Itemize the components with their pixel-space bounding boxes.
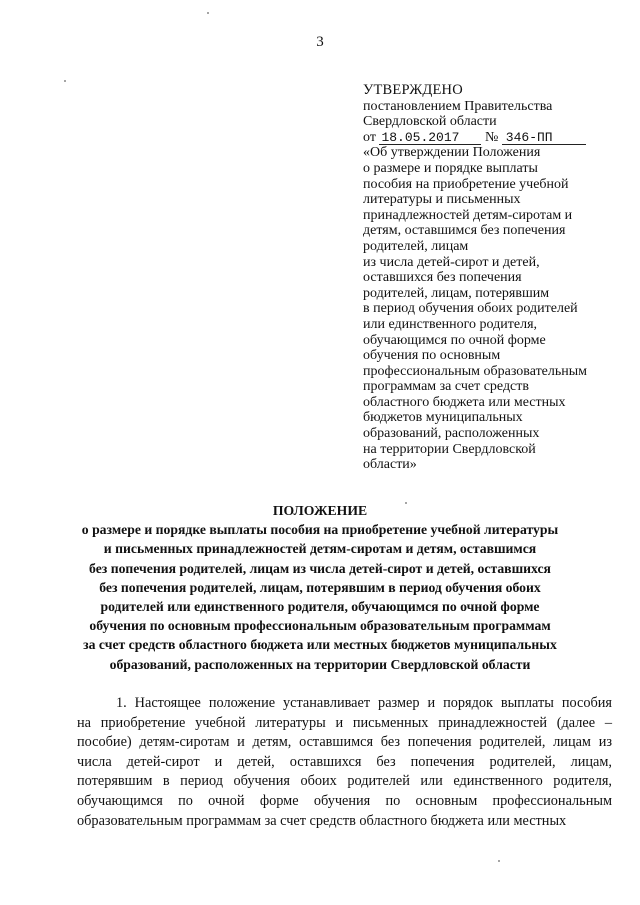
heading-line: без попечения родителей, лицам из числа детей-сирот и детей, оставшихся bbox=[89, 560, 551, 576]
body-line: 1. Настоящее положение устанавливает размер и порядок выплаты пособия bbox=[116, 695, 612, 711]
approval-line: бюджетов муниципальных bbox=[363, 410, 523, 426]
approval-line: родителей, лицам bbox=[363, 238, 469, 254]
scan-speck bbox=[405, 502, 407, 504]
date-prefix: от bbox=[363, 129, 376, 145]
heading-title: ПОЛОЖЕНИЕ bbox=[272, 503, 368, 518]
heading-line: о размере и порядке выплаты пособия на приобретение учебной литературы bbox=[81, 522, 559, 538]
approval-title: УТВЕРЖДЕНО bbox=[363, 82, 463, 98]
approval-line: «Об утверждении Положения bbox=[363, 145, 541, 161]
approval-number: 346-ПП bbox=[502, 131, 586, 145]
approval-line: из числа детей-сирот и детей, bbox=[363, 254, 540, 270]
approval-line: детям, оставшимся без попечения bbox=[363, 223, 566, 239]
approval-block bbox=[363, 83, 613, 473]
approval-line: Свердловской области bbox=[363, 114, 497, 130]
approval-line: обучения по основным bbox=[363, 348, 501, 364]
body-paragraph bbox=[77, 694, 612, 831]
approval-line: или единственного родителя, bbox=[363, 316, 538, 332]
approval-line: профессиональным образовательным bbox=[363, 363, 588, 379]
heading-line: и письменных принадлежностей детям-сиротам и детям, оставшимся bbox=[103, 541, 537, 557]
scan-speck bbox=[64, 80, 66, 82]
approval-date: 18.05.2017 bbox=[379, 131, 481, 145]
approval-line: обучающимся по очной форме bbox=[363, 332, 546, 348]
approval-line: образований, расположенных bbox=[363, 426, 540, 442]
approval-line: о размере и порядке выплаты bbox=[363, 160, 538, 176]
body-line: обучающимся по очной форме обучения по основным профессиональным bbox=[77, 792, 612, 809]
approval-line: принадлежностей детям-сиротам и bbox=[363, 207, 573, 223]
body-line: на приобретение учебной литературы и письменных принадлежностей (далее – bbox=[77, 714, 612, 731]
scan-speck bbox=[498, 860, 500, 862]
approval-line: в период обучения обоих родителей bbox=[363, 301, 578, 317]
approval-line: области» bbox=[363, 457, 417, 473]
body-line: пособие) детям-сиротам и детям, оставшимся без попечения родителей, лицам из bbox=[77, 734, 612, 751]
body-line: числа детей-сирот и детей, оставшихся без попечения родителей, лицам, bbox=[77, 753, 612, 770]
page-number: 3 bbox=[316, 34, 324, 50]
approval-line: оставшихся без попечения bbox=[363, 270, 522, 286]
approval-line: родителей, лицам, потерявшим bbox=[363, 285, 550, 301]
approval-line: пособия на приобретение учебной bbox=[363, 176, 569, 192]
heading-line: за счет средств областного бюджета или местных бюджетов муниципальных bbox=[83, 637, 557, 653]
heading-line: обучения по основным профессиональным образовательным программам bbox=[89, 618, 551, 634]
heading-line: родителей или единственного родителя, обучающимся по очной форме bbox=[100, 599, 540, 615]
scan-speck bbox=[207, 12, 209, 14]
heading-line: образований, расположенных на территории Свердловской области bbox=[109, 656, 531, 672]
body-line: потерявшим в период обучения обоих родителей или единственного родителя, bbox=[77, 773, 612, 790]
approval-line: областного бюджета или местных bbox=[363, 394, 566, 410]
heading-line: без попечения родителей, лицам, потерявшим в период обучения обоих bbox=[99, 579, 541, 595]
approval-resolution-title bbox=[363, 145, 613, 472]
document-heading bbox=[60, 501, 580, 674]
approval-date-line bbox=[363, 130, 613, 146]
number-prefix: № bbox=[484, 129, 499, 145]
approval-line: литературы и письменных bbox=[363, 192, 521, 208]
approval-line: постановлением Правительства bbox=[363, 98, 553, 114]
approval-line: программам за счет средств bbox=[363, 379, 530, 395]
body-line: образовательным программам за счет средств областного бюджета или местных bbox=[77, 812, 567, 829]
approval-line: на территории Свердловской bbox=[363, 441, 536, 457]
